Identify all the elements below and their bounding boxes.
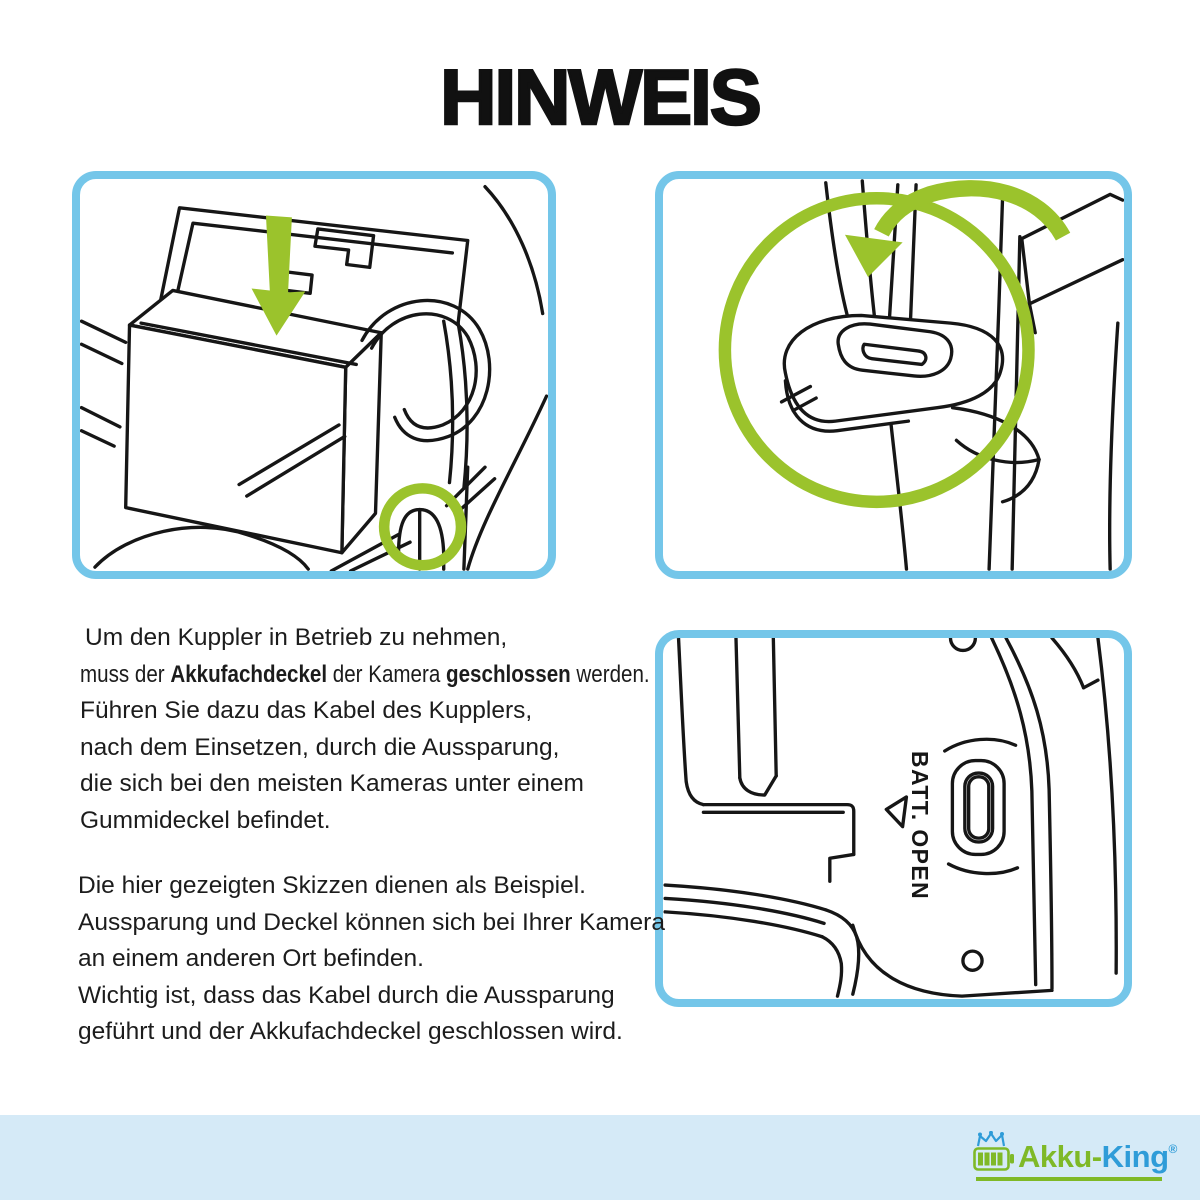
logo-wordmark	[1018, 1139, 1177, 1175]
cable-closeup-sketch	[663, 179, 1124, 571]
instruction-line	[80, 657, 758, 694]
line2-mid: der Kamera	[327, 660, 447, 688]
highlight-circle-icon	[384, 488, 461, 565]
logo-text-king: King	[1101, 1139, 1169, 1174]
line2-post: werden.	[570, 660, 650, 688]
instruction-line: Um den Kuppler in Betrieb zu nehmen,	[85, 624, 508, 651]
closeup-sketch-lines	[782, 181, 1123, 569]
crown-icon	[975, 1131, 1007, 1147]
instruction-paragraph-1	[80, 620, 758, 840]
instruction-line: geführt und der Akkufachdeckel geschlossen wird.	[78, 1018, 623, 1046]
instruction-line: Führen Sie dazu das Kabel des Kupplers,	[80, 697, 533, 725]
line2-bold-geschlossen: geschlossen	[446, 660, 571, 688]
panel-insert-battery	[72, 171, 556, 579]
battery-icon	[973, 1146, 1015, 1172]
line2-pre: muss der	[80, 660, 171, 688]
instruction-line: Wichtig ist, dass das Kabel durch die Aussparung	[78, 981, 615, 1009]
logo-underline	[976, 1177, 1162, 1181]
akku-king-logo	[973, 1131, 1178, 1185]
battery-insert-sketch	[80, 179, 548, 571]
panel-cable-closeup	[655, 171, 1132, 579]
registered-mark: ®	[1168, 1142, 1177, 1156]
line2-bold-akkufachdeckel: Akkufachdeckel	[170, 660, 328, 688]
open-direction-triangle-icon	[886, 797, 906, 827]
instruction-line: die sich bei den meisten Kameras unter einem	[80, 770, 584, 798]
instruction-line: an einem anderen Ort befinden.	[78, 945, 424, 973]
instruction-line: Die hier gezeigten Skizzen dienen als Beispiel.	[78, 872, 586, 899]
instruction-paragraph-2	[78, 868, 665, 1051]
battery-sketch	[126, 290, 382, 552]
instruction-line: nach dem Einsetzen, durch die Aussparung,	[80, 733, 560, 761]
logo-text-akku: Akku-	[1018, 1139, 1102, 1174]
instruction-line: Gummideckel befindet.	[80, 806, 331, 834]
batt-open-label: BATT. OPEN	[907, 750, 934, 901]
instruction-line: Aussparung und Deckel können sich bei Ihrer Kamera	[78, 908, 665, 936]
page-title: HINWEIS	[440, 53, 760, 141]
